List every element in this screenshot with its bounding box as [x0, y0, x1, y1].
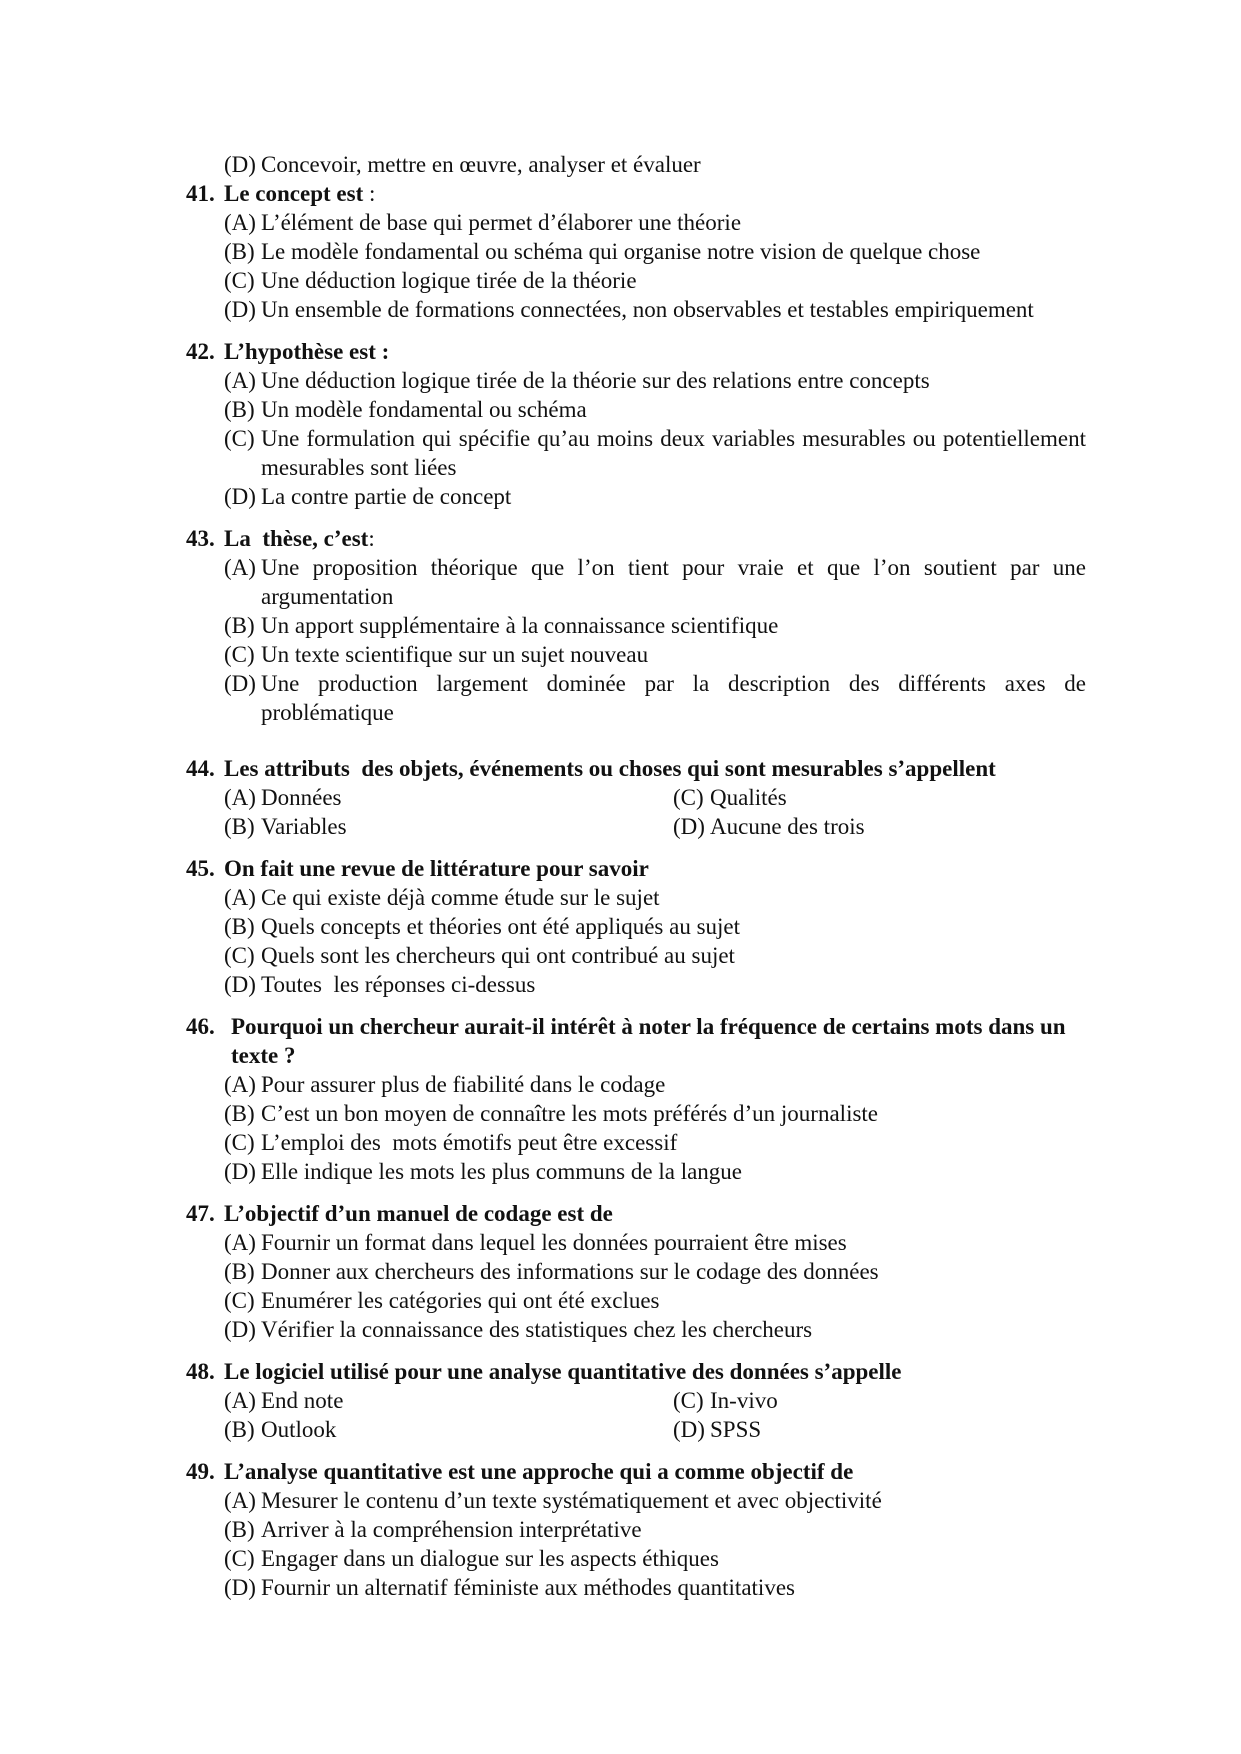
option-c — [224, 1286, 1086, 1315]
question-heading — [186, 179, 1086, 208]
question-44 — [186, 754, 1086, 841]
option-letter: (A) — [224, 1388, 256, 1413]
option-a — [224, 883, 1086, 912]
option-letter: (D) — [673, 1417, 705, 1442]
option-letter: (A) — [224, 885, 256, 910]
option-letter: (A) — [224, 555, 256, 580]
question-45 — [186, 854, 1086, 999]
option-text: Outlook — [261, 1417, 337, 1442]
option-letter: (C) — [673, 785, 704, 810]
option-letter: (C) — [224, 642, 255, 667]
question-text: Les attributs des objets, événements ou choses qui sont mesurables s’appellent — [224, 756, 996, 781]
option-letter: (D) — [224, 1159, 256, 1184]
option-d — [224, 669, 1086, 727]
option-c — [224, 640, 1086, 669]
question-43 — [186, 524, 1086, 727]
question-41 — [186, 179, 1086, 324]
option-text: L’emploi des mots émotifs peut être excessif — [261, 1130, 678, 1155]
question-heading — [186, 1012, 1086, 1070]
option-text: Fournir un alternatif féministe aux méthodes quantitatives — [261, 1575, 795, 1600]
option-letter: (C) — [224, 943, 255, 968]
option-letter: (A) — [224, 785, 256, 810]
option-letter: (A) — [224, 210, 256, 235]
option-grid — [224, 1386, 1086, 1444]
question-heading — [186, 337, 1086, 366]
option-text: Une déduction logique tirée de la théorie — [261, 268, 637, 293]
option-grid — [224, 783, 1086, 841]
option-text: Mesurer le contenu d’un texte systématiquement et avec objectivité — [261, 1488, 882, 1513]
option-letter: (C) — [224, 1546, 255, 1571]
option-c — [224, 1544, 1086, 1573]
option-a — [224, 1070, 1086, 1099]
option-text: Un texte scientifique sur un sujet nouveau — [261, 642, 649, 667]
option-d — [224, 1157, 1086, 1186]
option-letter: (A) — [224, 368, 256, 393]
option-letter: (C) — [224, 1288, 255, 1313]
option-a — [224, 208, 1086, 237]
option-a — [224, 1486, 1086, 1515]
option-letter: (D) — [224, 484, 256, 509]
option-text: C’est un bon moyen de connaître les mots préférés d’un journaliste — [261, 1101, 879, 1126]
question-text: L’analyse quantitative est une approche qui a comme objectif de — [224, 1459, 854, 1484]
carryover-option — [224, 150, 1086, 179]
question-46 — [186, 1012, 1086, 1186]
option-b — [224, 1257, 1086, 1286]
question-number: 47. — [186, 1201, 215, 1226]
question-text: On fait une revue de littérature pour savoir — [224, 856, 649, 881]
option-c — [224, 1128, 1086, 1157]
option-d — [673, 812, 1086, 841]
question-punct: : — [368, 526, 375, 551]
option-c — [224, 941, 1086, 970]
option-b — [224, 912, 1086, 941]
option-text: End note — [261, 1388, 344, 1413]
option-text: Concevoir, mettre en œuvre, analyser et évaluer — [261, 152, 701, 177]
question-text: L’hypothèse est : — [224, 339, 390, 364]
question-punct: : — [363, 181, 376, 206]
option-b — [224, 1099, 1086, 1128]
option-letter: (A) — [224, 1230, 256, 1255]
option-letter: (D) — [224, 1317, 256, 1342]
question-48 — [186, 1357, 1086, 1444]
option-letter: (B) — [224, 1517, 255, 1542]
option-text: Quels sont les chercheurs qui ont contribué au sujet — [261, 943, 735, 968]
question-heading — [186, 524, 1086, 553]
question-42 — [186, 337, 1086, 511]
question-number: 49. — [186, 1459, 215, 1484]
option-text: In-vivo — [710, 1388, 778, 1413]
option-b — [224, 237, 1086, 266]
option-d — [224, 1573, 1086, 1602]
option-c — [224, 424, 1086, 482]
option-c — [673, 1386, 1086, 1415]
option-b — [224, 1415, 673, 1444]
option-letter: (D) — [224, 297, 256, 322]
question-number: 43. — [186, 526, 215, 551]
option-text: Engager dans un dialogue sur les aspects éthiques — [261, 1546, 719, 1571]
option-d — [224, 482, 1086, 511]
option-text: Une déduction logique tirée de la théorie sur des relations entre concepts — [261, 368, 930, 393]
option-letter: (A) — [224, 1488, 256, 1513]
option-b — [224, 812, 673, 841]
question-text: Le logiciel utilisé pour une analyse quantitative des données s’appelle — [224, 1359, 902, 1384]
option-text: Vérifier la connaissance des statistiques chez les chercheurs — [261, 1317, 813, 1342]
question-heading — [186, 854, 1086, 883]
option-text: Ce qui existe déjà comme étude sur le sujet — [261, 885, 660, 910]
question-number: 44. — [186, 756, 215, 781]
option-text: Une formulation qui spécifie qu’au moins deux variables mesurables ou potentiellement mesurables sont liées — [261, 426, 1086, 480]
option-b — [224, 395, 1086, 424]
option-letter: (B) — [224, 1259, 255, 1284]
option-letter: (B) — [224, 397, 255, 422]
question-49 — [186, 1457, 1086, 1602]
option-letter: (D) — [673, 814, 705, 839]
option-text: Enumérer les catégories qui ont été exclues — [261, 1288, 660, 1313]
question-text: La thèse, c’est — [224, 526, 369, 551]
option-text: Elle indique les mots les plus communs de la langue — [261, 1159, 743, 1184]
option-text: Arriver à la compréhension interprétative — [261, 1517, 642, 1542]
option-text: Qualités — [710, 785, 787, 810]
option-letter: (B) — [224, 1101, 255, 1126]
option-b — [224, 611, 1086, 640]
option-d — [673, 1415, 1086, 1444]
question-text: L’objectif d’un manuel de codage est de — [224, 1201, 613, 1226]
option-text: L’élément de base qui permet d’élaborer une théorie — [261, 210, 742, 235]
option-a — [224, 783, 673, 812]
question-number: 48. — [186, 1359, 215, 1384]
option-text: Données — [261, 785, 342, 810]
option-text: SPSS — [710, 1417, 762, 1442]
option-letter: (B) — [224, 239, 255, 264]
option-text: Pour assurer plus de fiabilité dans le codage — [261, 1072, 666, 1097]
option-letter: (A) — [224, 1072, 256, 1097]
question-text: Le concept est — [224, 181, 364, 206]
option-a — [224, 1386, 673, 1415]
option-letter: (B) — [224, 1417, 255, 1442]
option-text: Toutes les réponses ci-dessus — [261, 972, 536, 997]
option-letter: (B) — [224, 914, 255, 939]
option-letter: (C) — [224, 426, 255, 451]
option-c — [224, 266, 1086, 295]
question-47 — [186, 1199, 1086, 1344]
option-letter: (B) — [224, 814, 255, 839]
option-letter: (D) — [224, 972, 256, 997]
option-letter: (D) — [224, 152, 256, 177]
option-letter: (D) — [224, 1575, 256, 1600]
option-text: Aucune des trois — [710, 814, 865, 839]
option-letter: (C) — [673, 1388, 704, 1413]
option-a — [224, 553, 1086, 611]
question-heading — [186, 754, 1086, 783]
question-heading — [186, 1199, 1086, 1228]
question-number: 42. — [186, 339, 215, 364]
option-d — [224, 295, 1086, 324]
option-letter: (D) — [224, 671, 256, 696]
option-text: La contre partie de concept — [261, 484, 512, 509]
option-text: Variables — [261, 814, 347, 839]
question-heading — [186, 1357, 1086, 1386]
option-text: Une proposition théorique que l’on tient pour vraie et que l’on soutient par une argumentation — [261, 555, 1086, 609]
option-text: Une production largement dominée par la description des différents axes de problématique — [261, 671, 1086, 725]
option-text: Un ensemble de formations connectées, non observables et testables empiriquement — [261, 297, 1034, 322]
question-heading — [186, 1457, 1086, 1486]
option-letter: (C) — [224, 1130, 255, 1155]
option-a — [224, 1228, 1086, 1257]
option-text: Le modèle fondamental ou schéma qui organise notre vision de quelque chose — [261, 239, 981, 264]
option-b — [224, 1515, 1086, 1544]
option-text: Quels concepts et théories ont été appliqués au sujet — [261, 914, 741, 939]
question-number: 45. — [186, 856, 215, 881]
option-text: Un apport supplémentaire à la connaissance scientifique — [261, 613, 779, 638]
option-letter: (C) — [224, 268, 255, 293]
option-text: Fournir un format dans lequel les données pourraient être mises — [261, 1230, 847, 1255]
option-a — [224, 366, 1086, 395]
option-letter: (B) — [224, 613, 255, 638]
option-text: Donner aux chercheurs des informations sur le codage des données — [261, 1259, 879, 1284]
option-d — [224, 1315, 1086, 1344]
option-c — [673, 783, 1086, 812]
question-list — [186, 150, 1086, 1602]
question-number: 41. — [186, 181, 215, 206]
option-d — [224, 970, 1086, 999]
question-text: Pourquoi un chercheur aurait-il intérêt à noter la fréquence de certains mots dans un texte ? — [231, 1014, 1066, 1068]
option-text: Un modèle fondamental ou schéma — [261, 397, 587, 422]
question-number: 46. — [186, 1014, 215, 1039]
